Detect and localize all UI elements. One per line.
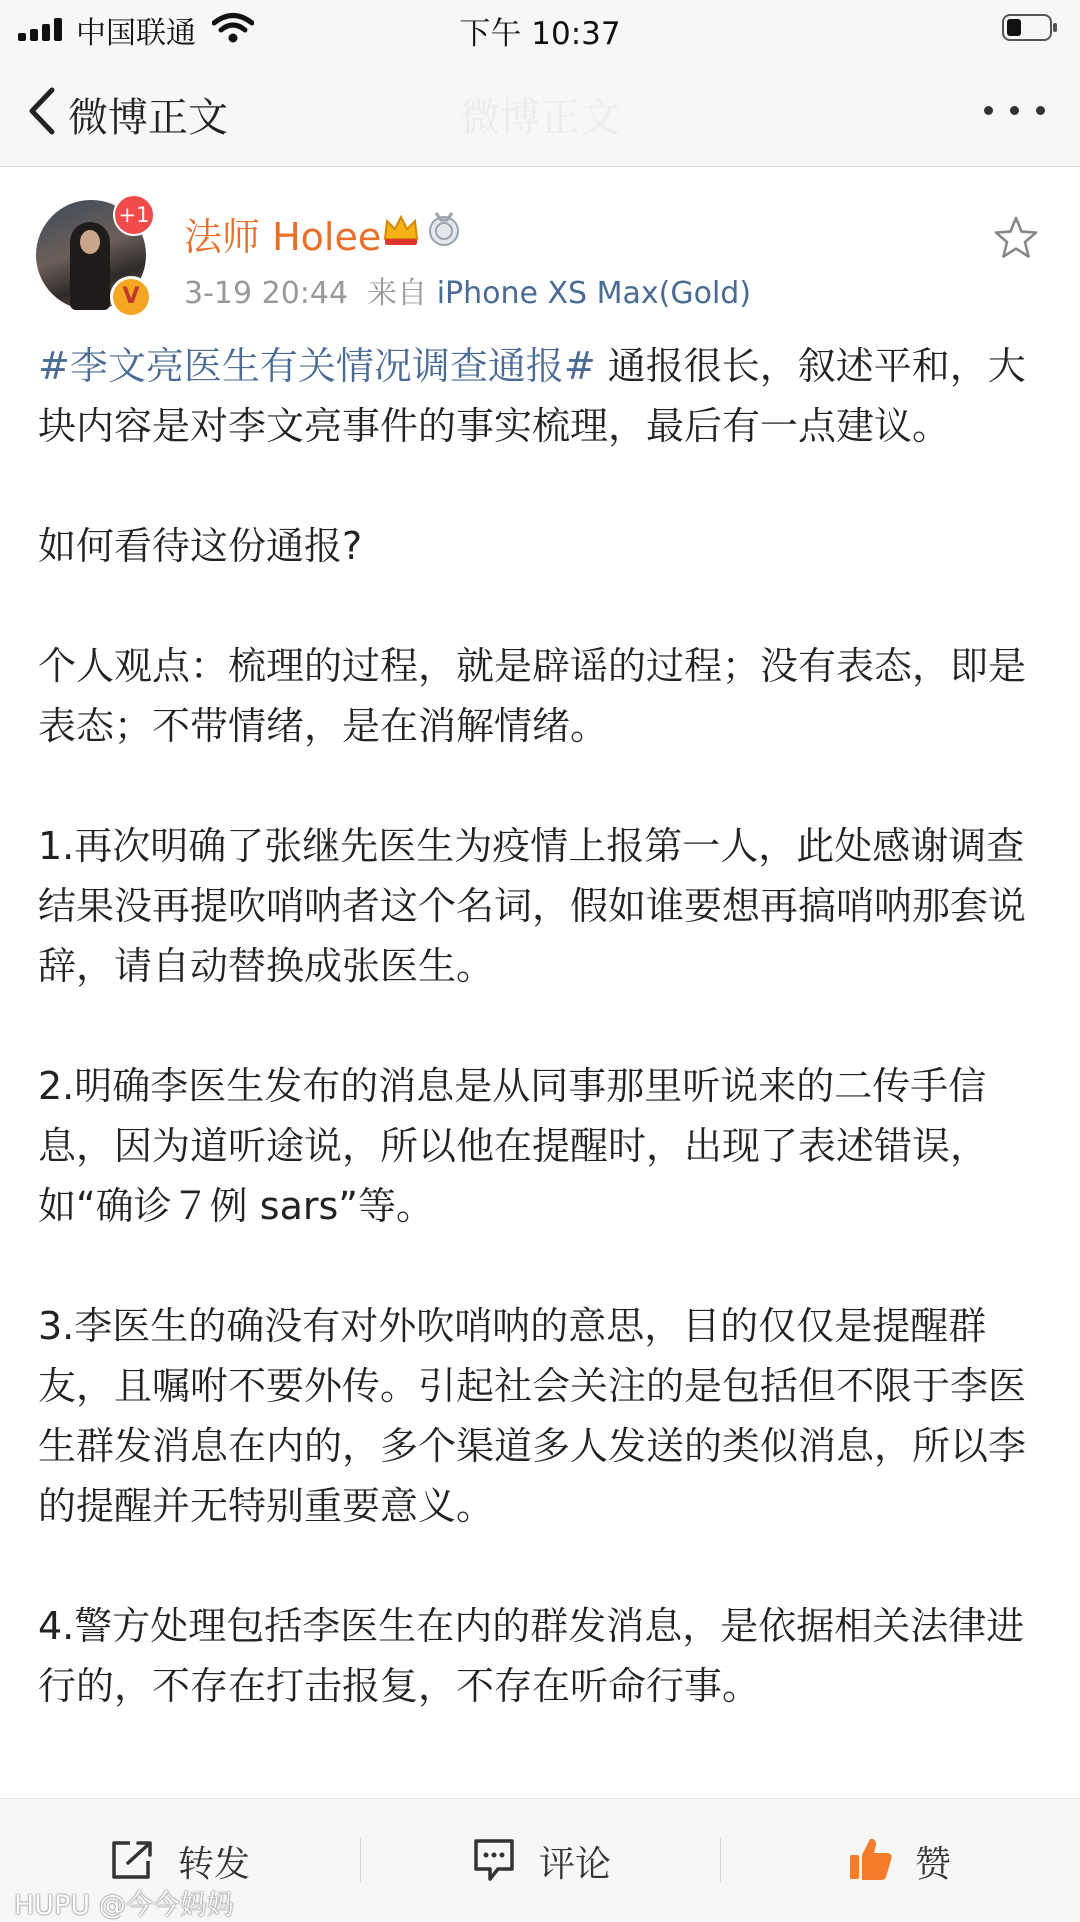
paragraph-1: #李文亮医生有关情况调查通报# 通报很长，叙述平和，大块内容是对李文亮事件的事实梳理，最后有一点建议。 — [38, 344, 1026, 448]
repost-icon — [110, 1839, 154, 1881]
paragraph-2: 如何看待这份通报? — [38, 524, 363, 568]
like-icon — [848, 1835, 894, 1883]
watermark: HUPU @今今妈妈 — [14, 1890, 234, 1921]
repost-label: 转发 — [178, 1844, 251, 1885]
paragraph-4: 1.再次明确了张继先医生为疫情上报第一人，此处感谢调查结果没再提吹哨呐者这个名词，假如谁要想再搞哨呐那套说辞，请自动替换成张医生。 — [38, 824, 1027, 988]
paragraph-5: 2.明确李医生发布的消息是从同事那里听说来的二传手信息，因为道听途说，所以他在提醒时，出现了表述错误，如“确诊７例 sars”等。 — [38, 1064, 989, 1228]
like-label: 赞 — [915, 1844, 952, 1885]
star-icon[interactable] — [993, 215, 1039, 261]
status-bar — [0, 0, 1080, 56]
verified-badge: V — [110, 276, 152, 318]
battery-icon — [1002, 14, 1058, 41]
crown-icon[interactable] — [381, 211, 421, 247]
avatar-plus-badge: +1 — [113, 194, 155, 236]
topic-link[interactable]: #李文亮医生有关情况调查通报# — [38, 344, 596, 388]
comment-button[interactable] — [361, 1799, 720, 1921]
post-date: 3-19 20:44 — [184, 276, 349, 311]
paragraph-7: 4.警方处理包括李医生在内的群发消息，是依据相关法律进行的，不存在打击报复，不存在听命行事。 — [38, 1604, 1025, 1708]
status-time: 下午 10:37 — [459, 16, 621, 52]
nav-bar — [0, 56, 1080, 167]
like-button[interactable] — [721, 1799, 1080, 1921]
source-prefix: 来自 — [367, 276, 428, 311]
paragraph-3: 个人观点：梳理的过程，就是辟谣的过程；没有表态，即是表态；不带情绪，是在消解情绪。 — [38, 644, 1027, 748]
back-button-label[interactable]: 微博正文 — [68, 95, 228, 141]
comment-label: 评论 — [539, 1844, 612, 1885]
more-icon[interactable] — [984, 106, 1048, 118]
post-content — [38, 336, 1048, 1716]
carrier-name: 中国联通 — [76, 16, 196, 51]
author-name[interactable]: 法师 Holee — [184, 215, 382, 259]
comment-icon — [472, 1837, 516, 1883]
source-device[interactable]: iPhone XS Max(Gold) — [436, 276, 752, 311]
paragraph-6: 3.李医生的确没有对外吹哨呐的意思，目的仅仅是提醒群友，且嘱咐不要外传。引起社会关注的是包括但不限于李医生群发消息在内的，多个渠道多人发送的类似消息，所以李的提醒并无特别重要意义。 — [38, 1304, 1027, 1528]
nav-title: 微博正文 — [460, 95, 620, 141]
medal-icon[interactable] — [425, 210, 463, 248]
post-meta — [184, 268, 751, 312]
